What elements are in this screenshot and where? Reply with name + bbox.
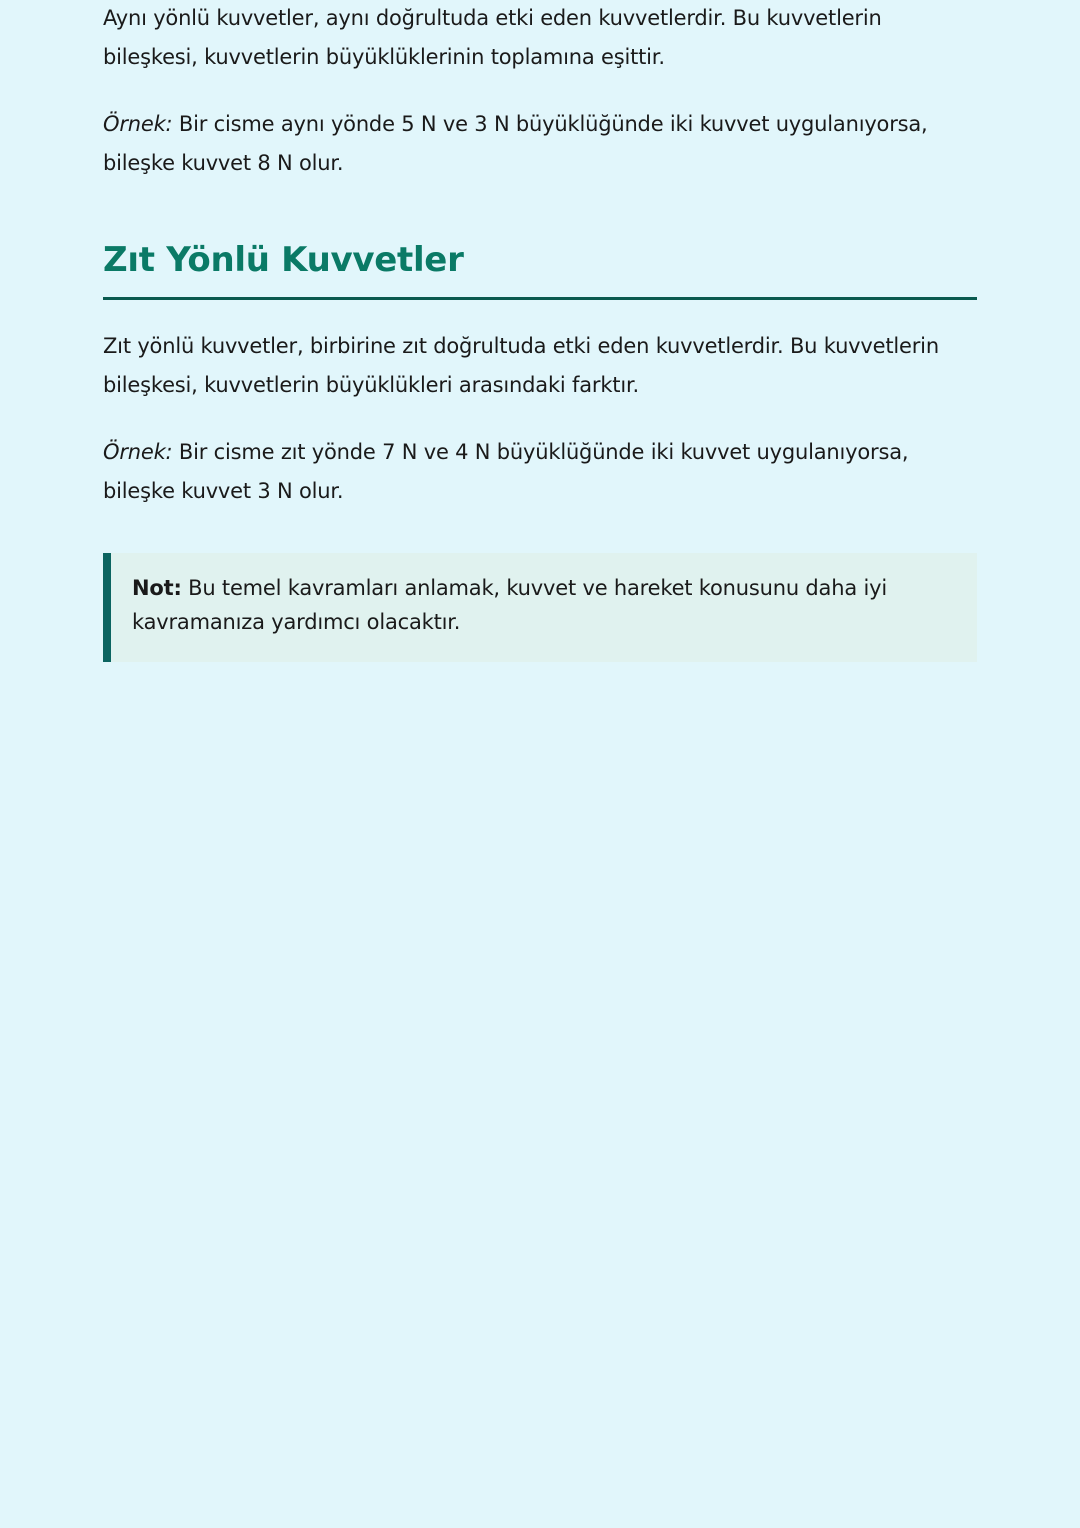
- heading-divider: [103, 297, 977, 300]
- opposite-direction-paragraph: Zıt yönlü kuvvetler, birbirine zıt doğrultuda etki eden kuvvetlerdir. Bu kuvvetlerin bileşkesi, kuvvetlerin büyüklükleri arasındaki farktır.: [103, 334, 939, 397]
- opposite-direction-example: [103, 433, 977, 511]
- note-body: Bu temel kavramları anlamak, kuvvet ve hareket konusunu daha iyi kavramanıza yardımcı olacaktır.: [132, 576, 887, 634]
- same-direction-paragraph: Aynı yönlü kuvvetler, aynı doğrultuda etki eden kuvvetlerdir. Bu kuvvetlerin bileşkesi, kuvvetlerin büyüklüklerinin toplamına eşittir.: [103, 6, 882, 69]
- example-text: Bir cisme aynı yönde 5 N ve 3 N büyüklüğünde iki kuvvet uygulanıyorsa, bileşke kuvvet 8 N olur.: [103, 112, 928, 175]
- note-text: [132, 571, 957, 639]
- note-callout: [103, 553, 977, 662]
- example-text: Bir cisme zıt yönde 7 N ve 4 N büyüklüğünde iki kuvvet uygulanıyorsa, bileşke kuvvet 3 N olur.: [103, 440, 909, 503]
- note-label: Not:: [132, 576, 182, 600]
- same-direction-example: [103, 105, 977, 183]
- example-label: Örnek:: [103, 440, 173, 464]
- example-label: Örnek:: [103, 112, 173, 136]
- section-heading: Zıt Yönlü Kuvvetler: [103, 240, 464, 280]
